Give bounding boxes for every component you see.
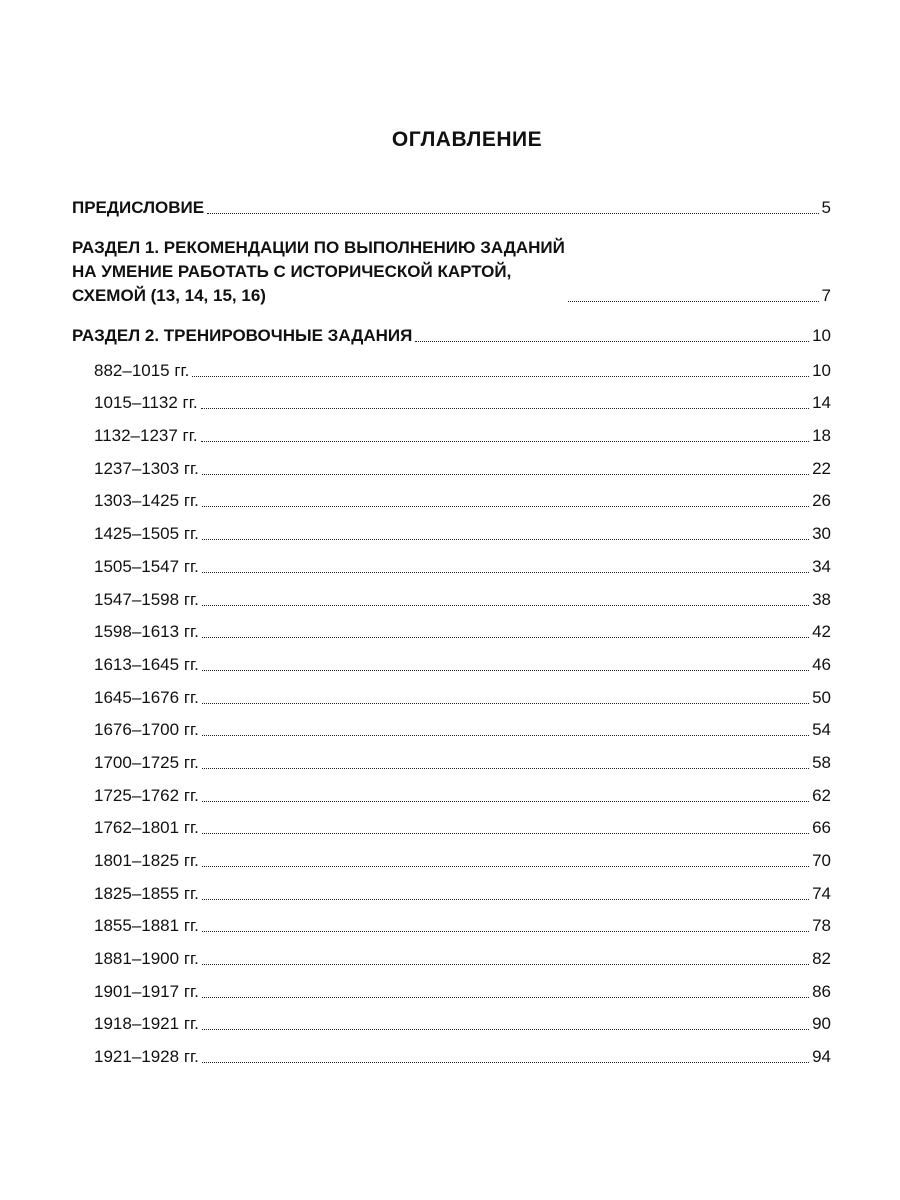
toc-entry-page: 14 — [812, 393, 831, 413]
toc-entry-label: 1645–1676 гг. — [94, 687, 199, 707]
page-title: ОГЛАВЛЕНИЕ — [391, 128, 543, 151]
dot-leader — [202, 506, 809, 507]
toc-entry-label: 1855–1881 гг. — [94, 916, 199, 936]
table-of-contents — [72, 196, 831, 1069]
toc-entry-label: 1237–1303 гг. — [94, 458, 199, 478]
toc-subentry[interactable] — [94, 579, 831, 612]
dot-leader — [202, 899, 809, 900]
toc-entry-page: 94 — [812, 1047, 831, 1067]
toc-subentry[interactable] — [94, 971, 831, 1004]
toc-entry-label: 1598–1613 гг. — [94, 622, 199, 642]
toc-subentry[interactable] — [94, 513, 831, 546]
toc-entry-label: 1825–1855 гг. — [94, 883, 199, 903]
toc-entry-page: 54 — [812, 720, 831, 740]
toc-entry-page: 74 — [812, 883, 831, 903]
toc-entry-label: 1801–1825 гг. — [94, 851, 199, 870]
dot-leader — [202, 539, 809, 540]
dot-leader — [568, 301, 819, 302]
toc-entry-label: 1613–1645 гг. — [94, 654, 199, 674]
toc-entry-page: 50 — [812, 687, 831, 707]
toc-entry-label: 1505–1547 гг. — [94, 556, 199, 576]
toc-subentry[interactable] — [94, 481, 831, 514]
dot-leader — [202, 801, 809, 802]
toc-subentry[interactable] — [94, 383, 831, 416]
toc-entry-label: 1725–1762 гг. — [94, 785, 199, 805]
toc-entry-page: 62 — [812, 785, 831, 805]
toc-entry-page: 34 — [812, 556, 831, 576]
toc-entry-label: 1918–1921 гг. — [94, 1014, 199, 1034]
toc-entry-label: 1132–1237 гг. — [94, 426, 198, 446]
dot-leader — [202, 964, 809, 965]
toc-subentry[interactable] — [94, 1036, 831, 1069]
dot-leader — [202, 735, 809, 736]
toc-entry-page: 30 — [812, 524, 831, 544]
dot-leader — [202, 997, 809, 998]
toc-subentry[interactable] — [94, 448, 831, 481]
toc-entry-label: 1921–1928 гг. — [94, 1047, 199, 1067]
toc-subentry[interactable] — [94, 1004, 831, 1037]
toc-entry-page: 5 — [821, 198, 831, 217]
toc-entry-page: 86 — [812, 981, 831, 1001]
toc-subentry[interactable] — [94, 742, 831, 775]
dot-leader — [415, 341, 809, 342]
toc-entry-page: 46 — [812, 654, 831, 674]
dot-leader — [201, 441, 809, 442]
toc-entry-page: 10 — [812, 360, 831, 380]
toc-entry-label: 1425–1505 гг. — [94, 524, 199, 544]
dot-leader — [202, 605, 809, 606]
toc-subentry[interactable] — [94, 612, 831, 645]
toc-subentry[interactable] — [94, 840, 831, 873]
toc-entry-page: 82 — [812, 949, 831, 969]
toc-subentry[interactable] — [94, 415, 831, 448]
dot-leader — [202, 474, 809, 475]
toc-subentry[interactable] — [94, 677, 831, 710]
toc-subentry[interactable] — [94, 873, 831, 906]
toc-entry-label: 1676–1700 гг. — [94, 720, 199, 740]
toc-entry-page: 18 — [812, 426, 831, 446]
toc-entry-label: 1762–1801 гг. — [94, 818, 199, 838]
toc-entry-label: 882–1015 гг. — [94, 360, 190, 380]
dot-leader — [202, 833, 809, 834]
toc-entry-page: 22 — [812, 458, 831, 478]
dot-leader — [202, 572, 809, 573]
toc-entry-page: 70 — [812, 851, 831, 870]
dot-leader — [202, 866, 809, 867]
toc-entry-page: 90 — [812, 1014, 831, 1034]
toc-subentry[interactable] — [94, 808, 831, 841]
toc-entry-page: 78 — [812, 916, 831, 936]
dot-leader — [202, 931, 809, 932]
toc-subentry[interactable] — [94, 546, 831, 579]
toc-subentry[interactable] — [94, 644, 831, 677]
toc-subentry[interactable] — [94, 775, 831, 808]
toc-entry-preface[interactable] — [72, 196, 831, 220]
dot-leader — [202, 768, 809, 769]
dot-leader — [201, 408, 809, 409]
toc-entry-label: 1303–1425 гг. — [94, 491, 199, 511]
dot-leader — [202, 670, 809, 671]
toc-subentry[interactable] — [94, 350, 831, 383]
dot-leader — [202, 637, 809, 638]
toc-entry-label: РАЗДЕЛ 1. РЕКОМЕНДАЦИИ ПО ВЫПОЛНЕНИЮ ЗАДАНИЙ НА УМЕНИЕ РАБОТАТЬ С ИСТОРИЧЕСКОЙ КАРТОЙ, СХЕМОЙ (13, 14, 15, 16) — [72, 238, 565, 305]
toc-entry-page: 26 — [812, 491, 831, 511]
toc-entry-label: 1881–1900 гг. — [94, 949, 199, 969]
dot-leader — [207, 213, 818, 214]
dot-leader — [192, 376, 809, 377]
toc-entry-page: 66 — [812, 818, 831, 838]
toc-subentry[interactable] — [94, 938, 831, 971]
dot-leader — [202, 1029, 809, 1030]
dot-leader — [202, 1062, 809, 1063]
toc-entry-label: 1547–1598 гг. — [94, 589, 199, 609]
toc-entry-page: 7 — [821, 286, 831, 305]
toc-entry-label: ПРЕДИСЛОВИЕ — [72, 198, 205, 217]
toc-subentry[interactable] — [94, 710, 831, 743]
toc-entry-page: 38 — [812, 589, 831, 609]
toc-entry-page: 58 — [812, 752, 831, 772]
toc-entry-page: 10 — [812, 326, 831, 345]
toc-entry-label: РАЗДЕЛ 2. ТРЕНИРОВОЧНЫЕ ЗАДАНИЯ — [72, 326, 413, 345]
toc-entry-label: 1015–1132 гг. — [94, 393, 198, 413]
toc-entry-section-2[interactable] — [72, 324, 831, 348]
toc-entry-label: 1700–1725 гг. — [94, 752, 199, 772]
toc-entry-section-1[interactable] — [72, 236, 831, 308]
dot-leader — [202, 703, 809, 704]
toc-subentry[interactable] — [94, 906, 831, 939]
toc-entry-label: 1901–1917 гг. — [94, 981, 199, 1001]
toc-entry-page: 42 — [812, 622, 831, 642]
